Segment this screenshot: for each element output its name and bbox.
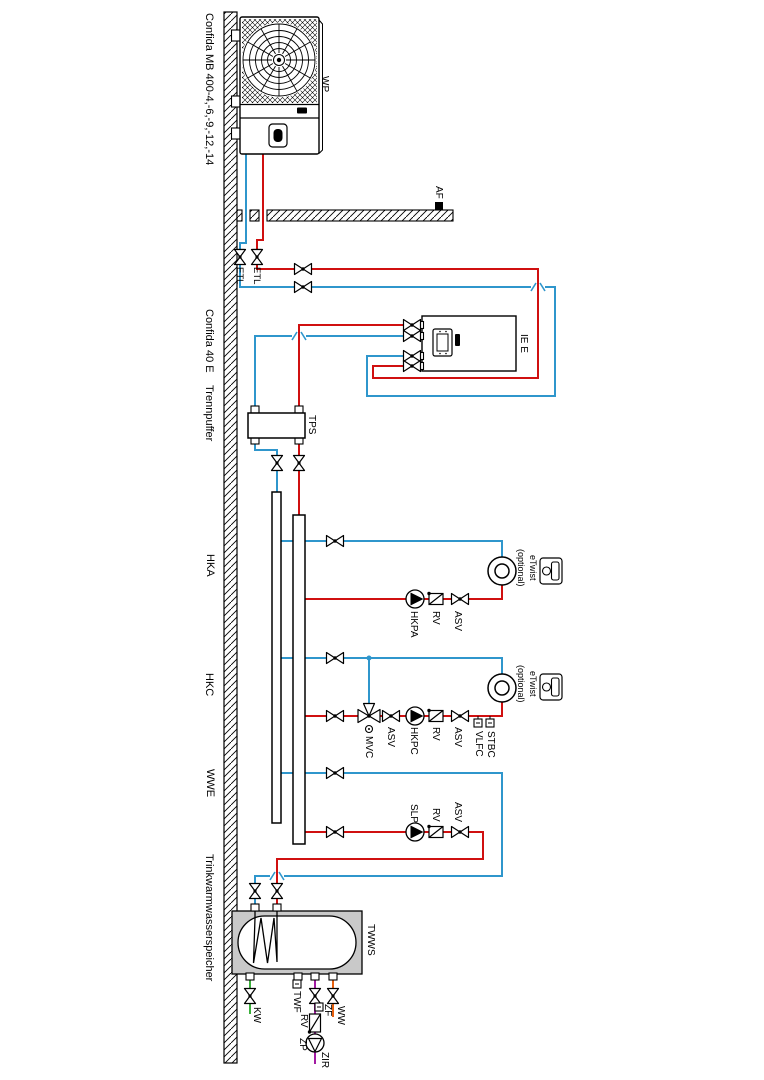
wall-horizontal-seg2 [250, 210, 259, 221]
wall-horizontal-seg1 [237, 210, 242, 221]
tank-port-nub [294, 973, 302, 980]
label-tps: TPS [306, 415, 317, 435]
label-optional: (optional) [516, 665, 526, 703]
hkc-supply-valve [327, 711, 344, 722]
label-vlfc: VLFC [473, 731, 484, 757]
label-hkc: HKC [203, 673, 215, 697]
label-rv: RV [298, 1014, 309, 1028]
dhw-tank-twws [232, 911, 362, 974]
label-wp: WP [319, 76, 330, 93]
shutoff-valve-supply [295, 264, 312, 275]
pipe-return-hka [281, 541, 502, 557]
label-mvc: MVC [363, 736, 374, 759]
label-optional: (optional) [516, 549, 526, 587]
hkc-mixing-valve-mvc [358, 704, 380, 723]
hkc-valve-asv [383, 711, 400, 722]
iee-port-valve [404, 351, 421, 362]
hkc-heating-circuit [488, 674, 516, 702]
ww-valve [328, 989, 339, 1004]
pipe-junction-dot [367, 656, 372, 661]
iee-port-valve [404, 331, 421, 342]
hka-valve-asv [452, 594, 469, 605]
label-stbc: STBC [485, 731, 496, 758]
hka-pump-hkpa [406, 590, 424, 608]
label-rv: RV [430, 727, 441, 741]
hkc-valve-asv [452, 711, 469, 722]
af-outdoor-sensor-icon [435, 202, 443, 210]
fan-hub-dot [277, 58, 281, 62]
tank-port-nub [246, 973, 254, 980]
etl-drain-valve [252, 250, 263, 265]
label-hkpa: HKPA [408, 611, 419, 638]
label-asv: ASV [385, 727, 396, 748]
hka-check-valve-rv [427, 592, 443, 605]
label-trinkwarmwasserspeicher: Trinkwarmwasserspeicher [203, 854, 215, 982]
heat-pump-unit [232, 17, 323, 154]
tps-port-nub [295, 406, 303, 413]
wall-vertical [224, 12, 237, 1063]
label-etwist: eTwist [528, 671, 538, 697]
kw-valve [245, 989, 256, 1004]
hkc-return-valve [327, 653, 344, 664]
pipe-return-wwe [255, 773, 502, 906]
label-rv: RV [430, 611, 441, 625]
hkc-check-valve-rv [427, 709, 443, 722]
wwe-pump-slp [406, 823, 424, 841]
wp-display [274, 129, 283, 142]
vlfc-sensor-icon [474, 719, 482, 727]
tank-port-nub [251, 904, 259, 911]
hka-etwist-thermostat [540, 558, 562, 584]
label-hkpc: HKPC [408, 727, 419, 755]
label-zf: ZF [322, 1004, 333, 1017]
wp-brand-logo [297, 108, 307, 114]
label-etl: ETL [234, 267, 245, 285]
iee-port-valve [404, 361, 421, 372]
label-zp: ZP [297, 1038, 308, 1051]
pipe-supply-wwe [277, 832, 483, 906]
hka-return-valve [327, 536, 344, 547]
hkc-etwist-thermostat [540, 674, 562, 700]
label-af: AF [433, 186, 444, 199]
pipe-supply-hkc [305, 702, 502, 716]
wp-bracket [232, 128, 241, 139]
hka-heating-circuit [488, 557, 516, 585]
label-etl: ETL [251, 267, 262, 285]
buffer-tps [248, 413, 305, 438]
tank-supply-valve [272, 884, 283, 899]
iee-brand-logo [455, 334, 460, 346]
zir-valve [310, 989, 321, 1004]
label-asv: ASV [452, 727, 463, 748]
tank-return-valve [250, 884, 261, 899]
label-asv: ASV [452, 802, 463, 823]
shutoff-valve-return [295, 282, 312, 293]
label-confida-40e: Confida 40 E [203, 309, 215, 373]
stbc-sensor-icon [486, 719, 494, 727]
tank-port-nub [311, 973, 319, 980]
mvc-actuator-dot [368, 728, 370, 730]
iee-port-valve [404, 320, 421, 331]
label-ww: WW [335, 1006, 346, 1025]
wwe-return-valve [327, 768, 344, 779]
wwe-supply-valve [327, 827, 344, 838]
label-twws: TWWS [365, 924, 376, 956]
label-confida-mb: Confida MB 400-4,-6,-9,-12,-14 [203, 13, 215, 166]
wp-bracket [232, 30, 241, 41]
wp-bracket [232, 96, 241, 107]
label-iee: IE E [518, 334, 529, 353]
zf-sensor-icon [315, 1003, 323, 1011]
label-slp: SLP [408, 804, 419, 823]
iee-control-display [437, 334, 448, 351]
tank-port-nub [273, 904, 281, 911]
wwe-valve-asv [452, 827, 469, 838]
wall-horizontal-seg3 [267, 210, 453, 221]
manifold-supply-bar [293, 515, 305, 844]
twf-sensor-icon [293, 980, 301, 988]
hkc-pump-hkpc [406, 707, 424, 725]
label-trennpuffer: Trennpuffer [203, 385, 215, 442]
pipe-supply-hka [305, 585, 502, 599]
label-hka: HKA [204, 554, 216, 577]
tps-port-nub [251, 406, 259, 413]
indoor-unit-iee [422, 316, 516, 371]
label-asv: ASV [452, 611, 463, 632]
label-rv: RV [430, 808, 441, 822]
tps-valve-supply [294, 456, 305, 471]
tps-valve-return [272, 456, 283, 471]
label-wwe: WWE [204, 769, 216, 798]
label-etwist: eTwist [528, 555, 538, 581]
label-twf: TWF [291, 991, 302, 1013]
manifold-return-bar [272, 492, 281, 823]
wwe-check-valve-rv [427, 825, 443, 838]
label-kw: KW [251, 1007, 262, 1024]
tank-port-nub [329, 973, 337, 980]
pipe-return-hkc [281, 658, 502, 674]
pipe-return-secondary [255, 336, 422, 410]
label-zir: ZIR [319, 1052, 330, 1069]
